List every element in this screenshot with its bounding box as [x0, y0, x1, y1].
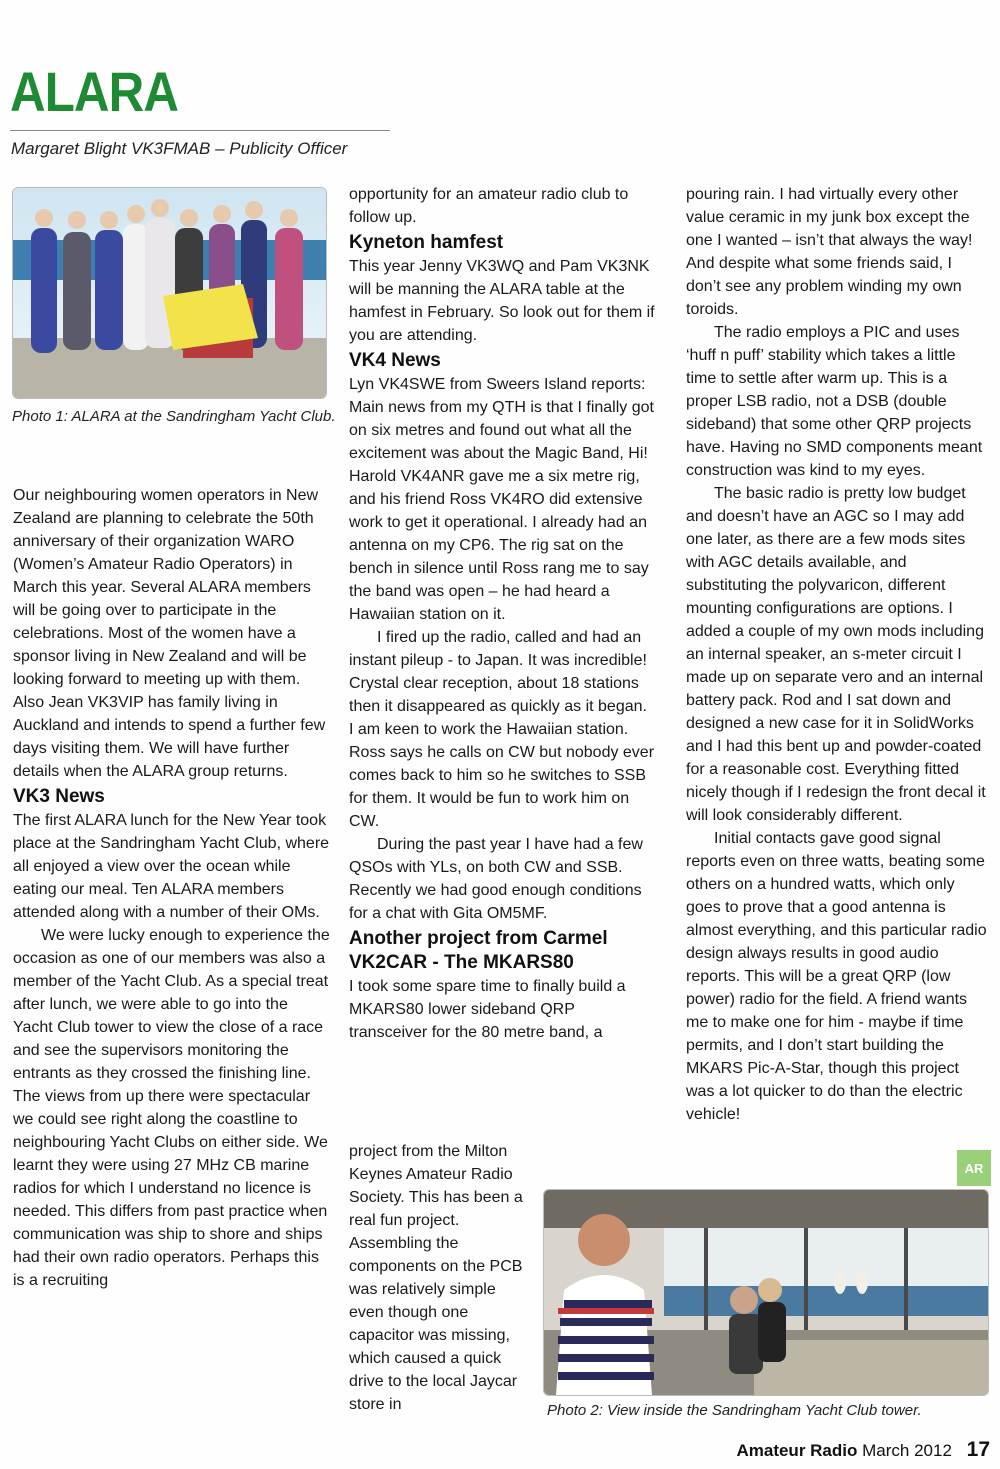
- group-photo-image: [13, 188, 326, 398]
- column-1: [13, 484, 331, 1292]
- paragraph-vk4-report: Lyn VK4SWE from Sweers Island reports: Main news from my QTH is that I finally got on six metres and found out what all the excitement was about the Magic Band, Hi! Harold VK4ANR gave me a six metre rig, and his friend Ross VK4RO did extensive work to get it operational. I already had an antenna on my CP6. The rig sat on the bench in silence until Ross rang me to say the band was open – he had heard a Hawaiian station on it.: [349, 376, 654, 623]
- heading-kyneton-hamfest: Kyneton hamfest: [349, 232, 504, 253]
- paragraph-initial-contacts: Initial contacts gave good signal reports even on three watts, beating some others on a hundred watts, which only goes to prove that a good antenna is almost everything, and this particular radio design always results in good audio reports. This will be a great QRP (low power) radio for the field. A friend wants me to make one for him - maybe if time permits, and I don’t start building the MKARS Pic-A-Star, though this project was a lot quicker to do than the electric vehicle!: [686, 830, 987, 1123]
- end-mark-icon: AR: [957, 1150, 991, 1186]
- heading-carmel-line1: Another project from Carmel: [349, 928, 608, 949]
- photo-alara-group: [12, 187, 327, 399]
- paragraph-waro: Our neighbouring women operators in New Zealand are planning to celebrate the 50th anniversary of their organization WARO (Women’s Amateur Radio Operators) in March this year. Several ALARA members will be going over to participate in the celebrations. Most of the women have a sponsor living in New Zealand and will be looking forward to meeting up with them. Also Jean VK3VIP has family living in Auckland and intends to spend a further few days visiting them. We will have further details when the ALARA group returns.: [13, 487, 326, 780]
- photo-yacht-club-tower: [543, 1189, 989, 1396]
- paragraph-vk3-lunch: The first ALARA lunch for the New Year took place at the Sandringham Yacht Club, where all enjoyed a view over the ocean while eating our meal. Ten ALARA members attended along with a number of their OMs.: [13, 812, 330, 921]
- paragraph-yacht-club: We were lucky enough to experience the occasion as one of our members was also a member of the Yacht Club. As a special treat after lunch, we were able to go into the Yacht Club tower to view the close of a race and see the supervisors monitoring the entrants as they crossed the finishing line. The views from up there were spectacular we could see right along the coastline to neighbouring Yacht Clubs on either side. We learnt they were using 27 MHz CB marine radios for which I understand no licence is needed. This differs from past practice when communication was ship to shore and ships had their own radio operators. Perhaps this is a recruiting: [13, 927, 330, 1289]
- heading-carmel-project: [349, 927, 655, 975]
- paragraph-pileup: I fired up the radio, called and had an instant pileup - to Japan. It was incredible! Crystal clear reception, about 18 stations then it disappeared as quickly as it began. I am keen to work the Hawaiian station. Ross says he calls on CW but nobody ever comes back to him so he switches to SSB for them. It would be fun to work him on CW.: [349, 629, 655, 830]
- paragraph-qsos: During the past year I have had a few QSOs with YLs, on both CW and SSB. Recently we had good enough conditions for a chat with Gita OM5MF.: [349, 836, 643, 922]
- column-2: [349, 183, 655, 1044]
- photo1-caption: Photo 1: ALARA at the Sandringham Yacht Club.: [12, 408, 336, 425]
- issue-date: March 2012: [862, 1441, 952, 1460]
- heading-vk3-news: VK3 News: [13, 786, 105, 807]
- heading-vk4-news: VK4 News: [349, 350, 441, 371]
- paragraph-basic-radio: The basic radio is pretty low budget and doesn’t have an AGC so I may add one later, as there are a few mods sites with AGC details available, and substituting the polyvaricon, different mounting configurations are options. I added a couple of my own mods including an internal speaker, an s-meter circuit I made up on separate vero and an internal battery pack. Rod and I sat down and designed a new case for it in SolidWorks and I had this bent up and powder-coated for a reasonable cost. Everything fitted nicely though if I redesign the front decal it will look considerably different.: [686, 485, 986, 824]
- byline: Margaret Blight VK3FMAB – Publicity Officer: [11, 139, 348, 158]
- page-number: 17: [966, 1438, 990, 1461]
- paragraph-pic-radio: The radio employs a PIC and uses ‘huff n puff’ stability which takes a little time to settle after warm up. This is a proper LSB radio, not a DSB (double sideband) that some other QRP projects have. Having no SMD components meant construction was kind to my eyes.: [686, 324, 983, 479]
- title-rule: [10, 130, 390, 131]
- publication-name: Amateur Radio: [736, 1441, 858, 1460]
- page-footer: [736, 1438, 990, 1462]
- paragraph-pouring-rain: pouring rain. I had virtually every other value ceramic in my junk box except the one I wanted – isn’t that always the way! And despite what some friends said, I don’t see any problem winding my own toroids.: [686, 186, 973, 318]
- column-3: [686, 183, 990, 1126]
- photo2-caption: Photo 2: View inside the Sandringham Yacht Club tower.: [547, 1402, 922, 1419]
- page-title: ALARA: [10, 60, 179, 123]
- paragraph-mkars80-cont: project from the Milton Keynes Amateur Radio Society. This has been a real fun project. Assembling the components on the PCB was relatively simple even though one capacitor was missing, which caused a quick drive to the local Jaycar store in: [349, 1143, 523, 1413]
- paragraph-mkars80: I took some spare time to finally build a MKARS80 lower sideband QRP transceiver for the 80 metre band, a: [349, 978, 626, 1041]
- heading-carmel-line2: VK2CAR - The MKARS80: [349, 952, 574, 973]
- tower-photo-image: [544, 1190, 988, 1395]
- column-2-wrap: [349, 1140, 531, 1416]
- paragraph-opportunity: opportunity for an amateur radio club to follow up.: [349, 186, 629, 226]
- paragraph-kyneton: This year Jenny VK3WQ and Pam VK3NK will be manning the ALARA table at the hamfest in February. So look out for them if you are attending.: [349, 258, 655, 344]
